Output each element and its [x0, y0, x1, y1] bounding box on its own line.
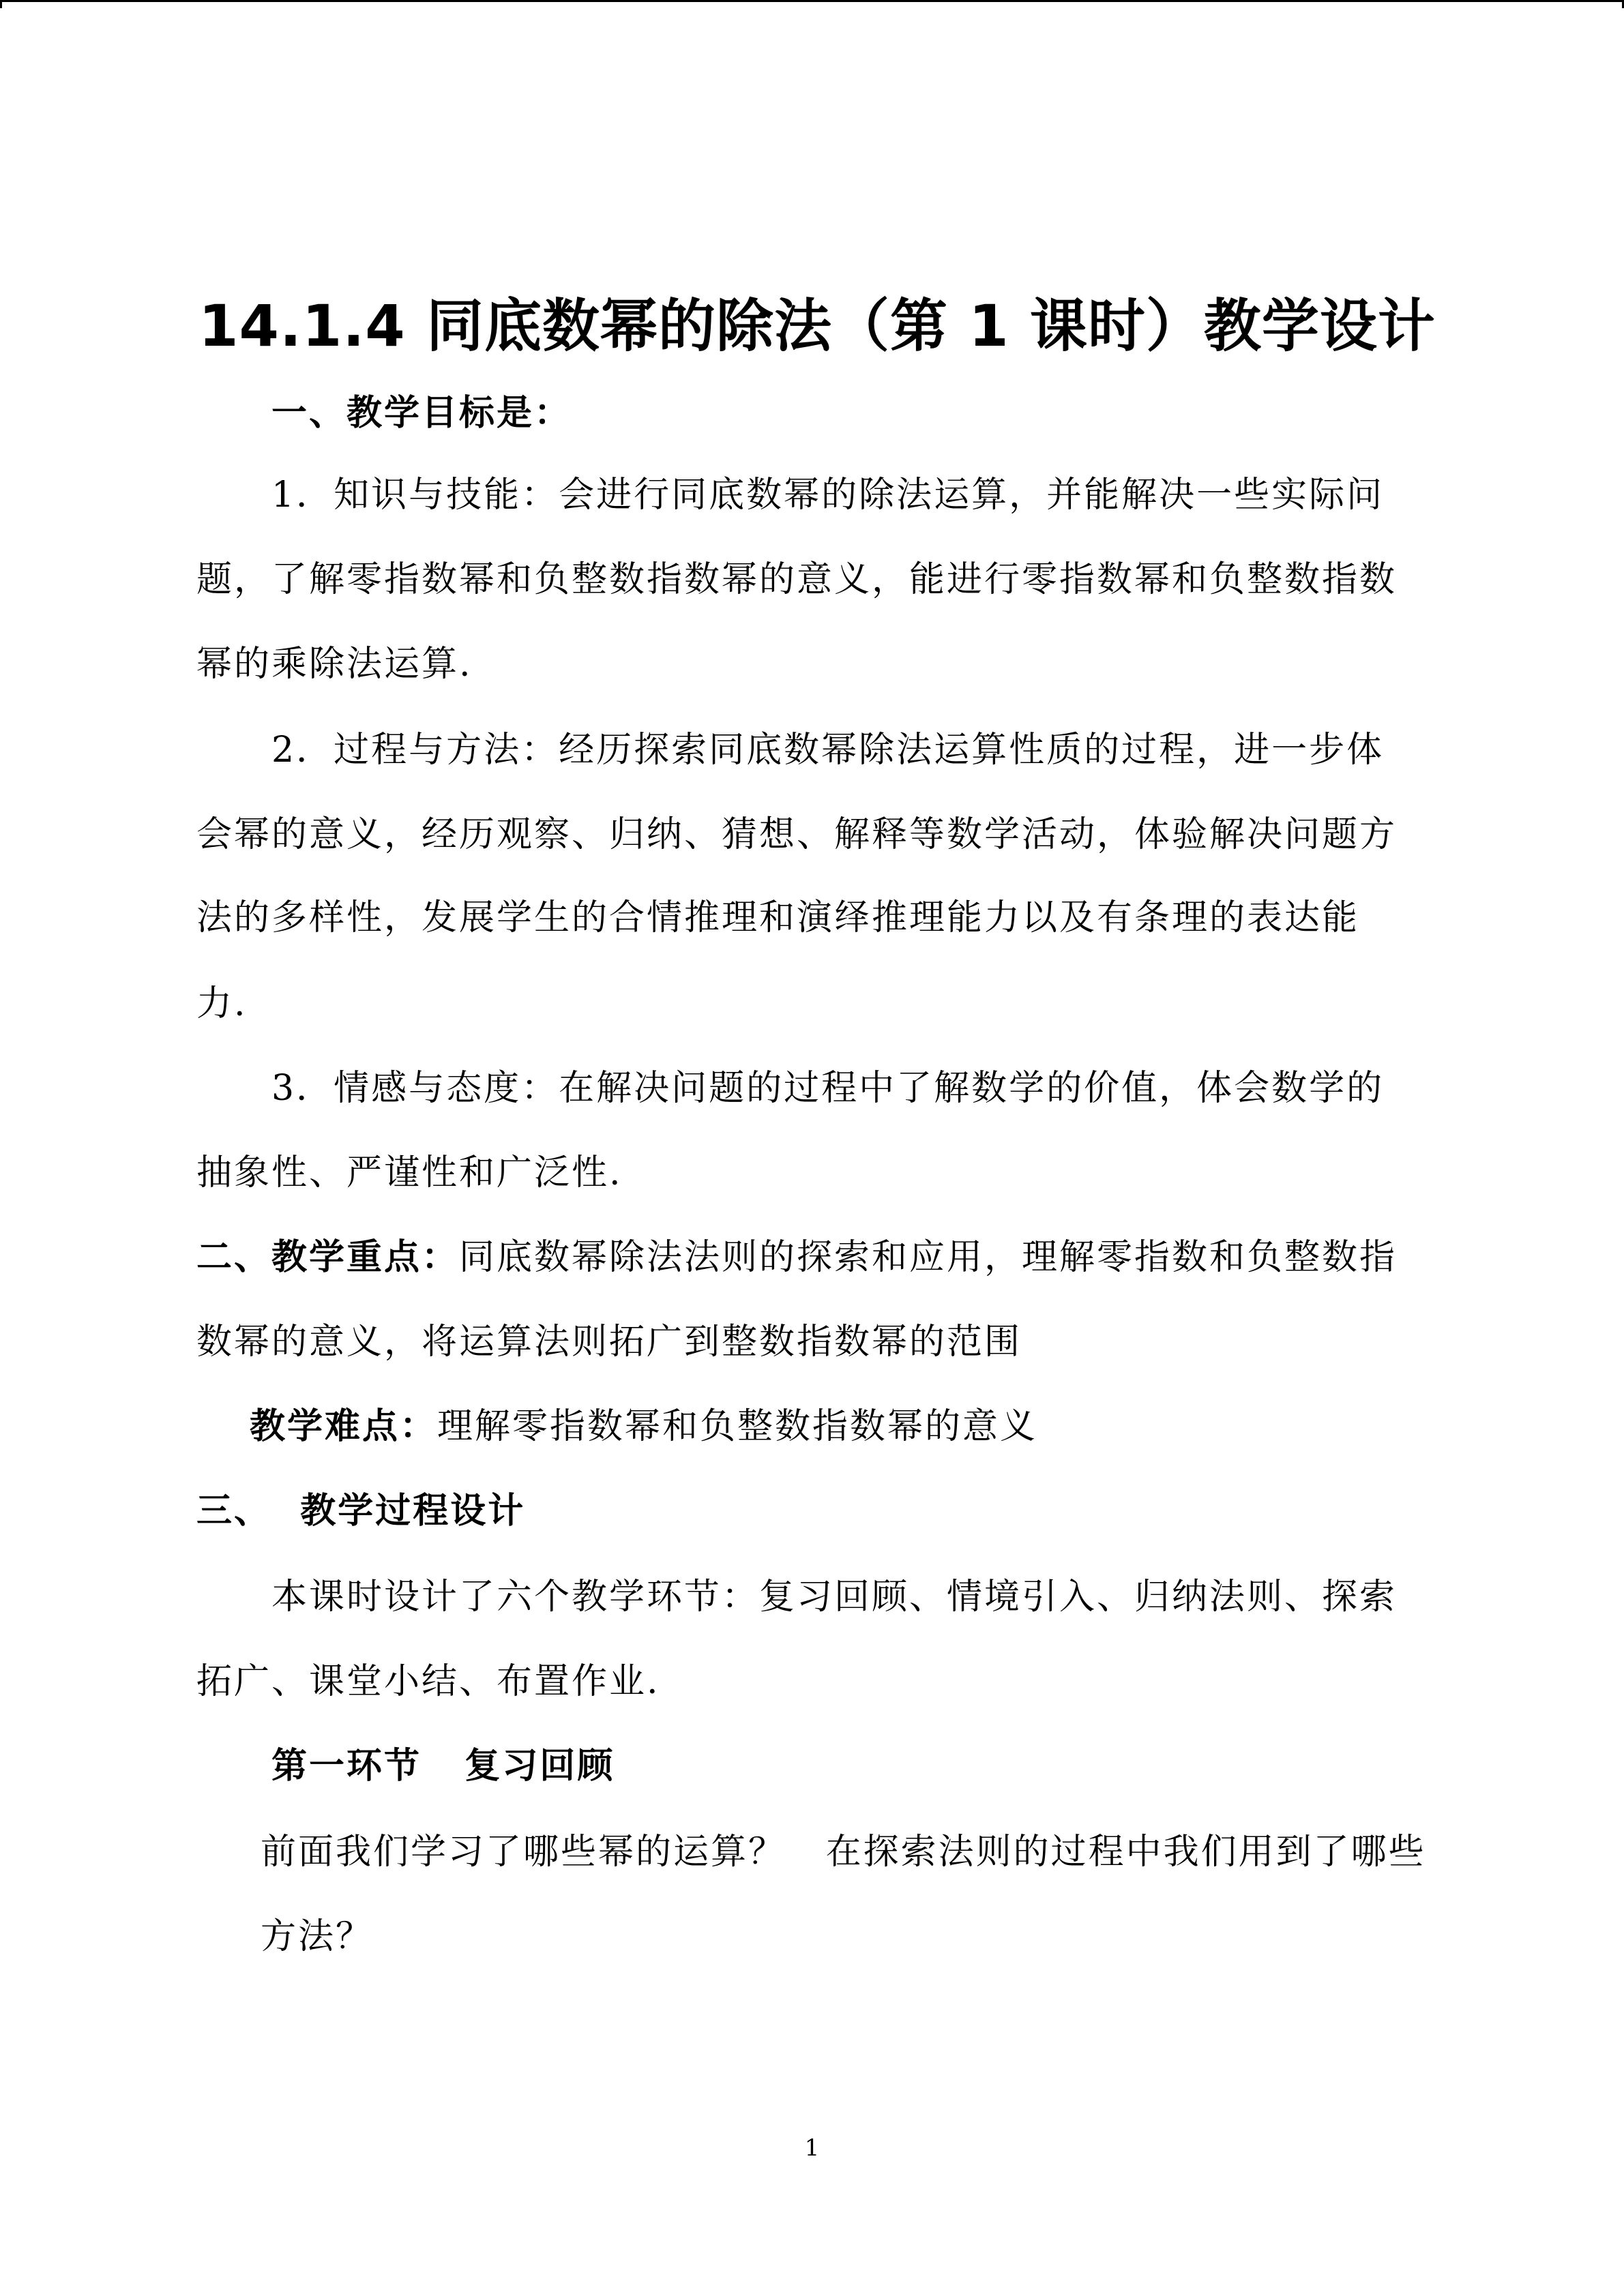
key-points-text: 同底数幂除法法则的探索和应用，理解零指数和负整数指	[459, 1237, 1398, 1278]
goal1-line3: 幂的乘除法运算.	[196, 644, 473, 685]
goal2-line3: 法的多样性，发展学生的合情推理和演绎推理能力以及有条理的表达能	[196, 897, 1360, 938]
key-points-line2: 数幂的意义，将运算法则拓广到整数指数幂的范围	[196, 1322, 1022, 1362]
process-intro-line2: 拓广、课堂小结、布置作业.	[196, 1661, 660, 1702]
stage1-text-line2: 方法？	[261, 1916, 374, 1957]
page-left-border	[0, 0, 2, 8]
key-points-line1	[196, 1230, 1397, 1285]
goal2-line2: 会幂的意义，经历观察、归纳、猜想、解释等数学活动，体验解决问题方	[196, 814, 1398, 855]
difficulty-text: 理解零指数幂和负整数指数幂的意义	[437, 1406, 1038, 1447]
goal1-line1: 1．知识与技能：会进行同底数幂的除法运算，并能解决一些实际问	[271, 475, 1385, 516]
goal2-line1: 2．过程与方法：经历探索同底数幂除法运算性质的过程，进一步体	[271, 730, 1385, 771]
goal2-line4: 力.	[196, 983, 248, 1024]
page-number: 1	[804, 2134, 820, 2162]
goal3-line2: 抽象性、严谨性和广泛性.	[196, 1152, 623, 1193]
section3-heading: 三、 教学过程设计	[196, 1491, 526, 1532]
difficulty-label: 教学难点：	[250, 1406, 438, 1447]
stage1-heading: 第一环节 复习回顾	[271, 1746, 615, 1787]
section1-heading: 一、教学目标是：	[271, 393, 572, 434]
goal3-line1: 3．情感与态度：在解决问题的过程中了解数学的价值，体会数学的	[271, 1068, 1385, 1109]
page-top-border	[0, 0, 1624, 2]
difficulty-line	[250, 1399, 1037, 1454]
goal1-line2: 题，了解零指数幂和负整数指数幂的意义，能进行零指数幂和负整数指数	[196, 559, 1398, 600]
stage1-text-line1: 前面我们学习了哪些幂的运算？ 在探索法则的过程中我们用到了哪些	[261, 1832, 1426, 1873]
key-points-label: 二、教学重点：	[196, 1237, 460, 1278]
document-title: 14.1.4 同底数幂的除法（第 1 课时）教学设计	[198, 293, 1436, 359]
process-intro-line1: 本课时设计了六个教学环节：复习回顾、情境引入、归纳法则、探索	[271, 1577, 1398, 1617]
